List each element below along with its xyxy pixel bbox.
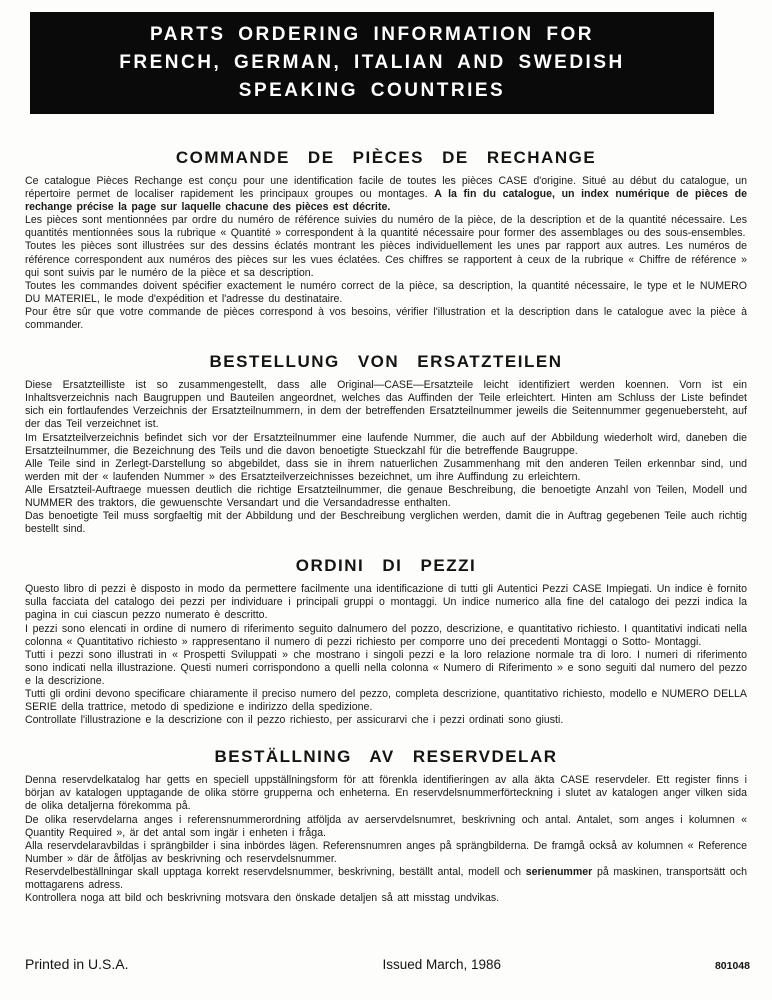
text-run: på maskinen, transportsätt och mottagarens adress.: [25, 865, 747, 892]
paragraph: [25, 379, 747, 431]
text-run: Alle Ersatzteil-Auftraege muessen deutlich die richtige Ersatzteilnummer, die genaue Beschreibung, die benoetigte Anzahl von Teilen, Modell und NUMMER des traktors, die gewuenschte Versandart und die Versandadresse enthalten.: [25, 483, 747, 509]
text-run: Questo libro di pezzi è disposto in modo da permettere facilmente una identificazione di tutti gli Autentici Pezzi CASE Impiegati. Un indice è fornito sulla facciata del catalogo dei pezzi per individuare i principali gruppi o montaggi. Un indice numerico alla fine del catalogo dei pezzi indica la pagina in cui ciascun pezzo numerato è descritto.: [25, 583, 747, 622]
paragraph: [25, 306, 747, 332]
section-title-italian: ORDINI DI PEZZI: [295, 556, 477, 576]
bold-text-run: A la fin du catalogue, un index numérique de pièces de rechange précise la page sur laquelle chacune des pièces est décrite.: [25, 188, 747, 214]
paragraph: [25, 484, 747, 510]
section-title-german: BESTELLUNG VON ERSATZTEILEN: [209, 352, 563, 372]
text-run: Toutes les commandes doivent spécifier exactement le numéro correct de la pièce, sa description, la quantité nécessaire, le type et le NUMERO DU MATERIEL, le mode d'expédition et l'adresse du destinataire.: [25, 279, 747, 305]
section-german: [25, 352, 747, 536]
text-run: Im Ersatzteilverzeichnis befindet sich vor der Ersatzteilnummer eine laufende Nummer, die auch auf der Abbildung wiederholt wird, daneben die Ersatzteilnummer, die Bezeichnung des Teils und die davon benoetigte Stueckzahl für die betreffende Baugruppe.: [25, 431, 747, 457]
section-swedish: [25, 747, 747, 905]
paragraph: [25, 840, 747, 866]
text-run: Pour être sûr que votre commande de pièces correspond à vos besoins, vérifier l'illustration et la description dans le catalogue avec la pièce à commander.: [25, 305, 747, 332]
printed-in-note: Printed in U.S.A.: [25, 956, 129, 972]
paragraph: [25, 280, 747, 306]
paragraph: [25, 458, 747, 484]
paragraph: [25, 432, 747, 458]
paragraph: [25, 774, 747, 813]
text-run: Tutti gli ordini devono specificare chiaramente il preciso numero del pezzo, completa descrizione, quantitativo richiesto, modello e NUMERO DELLA SERIE della trattrice, metodo di spedizione e indirizzo della spedizione.: [25, 688, 747, 714]
paragraph: [25, 649, 747, 688]
title-line-2: FRENCH, GERMAN, ITALIAN AND SWEDISH: [119, 52, 625, 73]
paragraph: [25, 214, 747, 240]
issue-date: Issued March, 1986: [382, 957, 502, 972]
page-footer: [25, 956, 750, 972]
paragraph: [25, 583, 747, 622]
section-french: [25, 148, 747, 332]
paragraph: [25, 814, 747, 840]
title-line-1: PARTS ORDERING INFORMATION FOR: [150, 24, 594, 45]
section-title-french: COMMANDE DE PIÈCES DE RECHANGE: [175, 148, 597, 167]
paragraph: [25, 714, 747, 727]
text-run: I pezzi sono elencati in ordine di numero di riferimento seguito dalnumero del pozzo, descrizione, e quantitativo richiesto. I quantitativi indicati nella colonna « Quantitativo richiesto » rappresentano il numero di pezzi richiesto per comporre uno dei precedenti Montaggi o Sotto- Montaggi.: [25, 622, 747, 648]
paragraph: [25, 866, 747, 892]
paragraph: [25, 175, 747, 214]
title-banner: [30, 12, 714, 114]
paragraph: [25, 688, 747, 714]
text-run: Diese Ersatzteilliste ist so zusammengestellt, dass alle Original—CASE—Ersatzteile leicht identifiziert werden koennen. Vorn ist ein Inhaltsverzeichnis nach Baugruppen und Bauteilen angeordnet, welches das Auffinden der Teile erleichtert. Hinten am Schluss der Liste befindet sich ein fortlaufendes Verzeichnis der Ersatzteilnummern, in dem der betreffenden Ersatzteilnummer jeweils die Seitennummer gegenuebersteht, auf der das Teil verzeichnet ist.: [25, 379, 747, 431]
text-run: Reservdelbeställningar skall upptaga korrekt reservdelsnummer, beskrivning, beställt antal, modell och: [25, 865, 526, 878]
text-run: Kontrollera noga att bild och beskrivning motsvara den önskade detaljen så att misstag undvikas.: [25, 892, 500, 905]
text-run: Tutti i pezzi sono illustrati in « Prospetti Sviluppati » che mostrano i singoli pezzi e la loro relazione normale tra di loro. I numeri di riferimento sono indicati nella illustrazione. Questi numeri corrispondono a quelli nella colonna « Numero di Riferimento » e sono seguiti dal numero del pezzo e la descrizione.: [25, 648, 747, 687]
paragraph: [25, 623, 747, 649]
text-run: De olika reservdelarna anges i referensnummerordning atföljda av aerservdelsnumret, beskrivning och antal. Antalet, som anges i kolumnen « Quantity Required », är det antal som ingär i enheten i fråga.: [25, 813, 747, 839]
text-run: Controllate l'illustrazione e la descrizione con il pezzo richiesto, per assicurarvi che i pezzi ordinati sono giusti.: [25, 714, 564, 727]
text-run: Das benoetigte Teil muss sorgfaeltig mit der Abbildung und der Beschreibung verglichen werden, damit die in Auftrag gegebenen Teile auch richtig bestellt sind.: [25, 510, 747, 536]
paragraph: [25, 510, 747, 536]
text-run: Toutes les pièces sont illustrées sur des dessins éclatés montrant les pièces individuellement les unes par rapport aux autres. Les numéros de référence correspondent aux numéros des pièces sur les vues éclatées. Ces chiffres se rapportent à ceux de la rubrique « Chiffre de référence » qui sont suivis par le numéro de la pièce et sa description.: [25, 240, 747, 279]
text-run: Alle Teile sind in Zerlegt-Darstellung so abgebildet, dass sie in ihrem natuerlichen Zusammenhang mit den anderen Teilen erkennbar sind, und werden mit der « laufenden Nummer » des Ersatzteilverzeichnisses bezeichnet, um ihre Auffindung zu erleichtern.: [25, 457, 747, 483]
form-number: 801048: [714, 960, 750, 972]
text-run: Alla reservdelaravbildas i sprängbilder i sina inbördes lägen. Referensnumren anges på sprängbilderna. De framgå också av kolumnen « Reference Number » där de åtföljas av beskrivning och reservdelsnummer.: [25, 839, 747, 865]
title-line-3: SPEAKING COUNTRIES: [238, 80, 506, 101]
paragraph: [25, 240, 747, 279]
bold-text-run: serienummer: [525, 865, 593, 878]
paragraph: [25, 892, 747, 905]
section-italian: [25, 556, 747, 727]
section-title-swedish: BESTÄLLNING AV RESERVDELAR: [214, 747, 558, 767]
text-run: Denna reservdelkatalog har getts en speciell uppställningsform för att förenkla identifieringen av alla äkta CASE reservdeler. Ett register finns i början av katalogen upptagande de olika större grupperna och enheterna. En reservdelsnummerförteckning i slutet av katalogen anger vilken sida de olika detaljerna förekomma på.: [25, 774, 747, 813]
text-run: Ce catalogue Pièces Rechange est conçu pour une identification facile de toutes les pièces CASE d'origine. Situé au début du catalogue, un répertoire permet de localiser rapidement les principaux groupes ou montages.: [25, 175, 747, 201]
sections: [25, 128, 747, 914]
text-run: Les pièces sont mentionnées par ordre du numéro de référence suivies du numéro de la pièce, de la description et de la quantité nécessaire. Les quantités mentionnées sous la rubrique « Quantité » correspondent à la quantité nécessaire pour former des assemblages ou des sous-ensembles.: [25, 214, 747, 240]
